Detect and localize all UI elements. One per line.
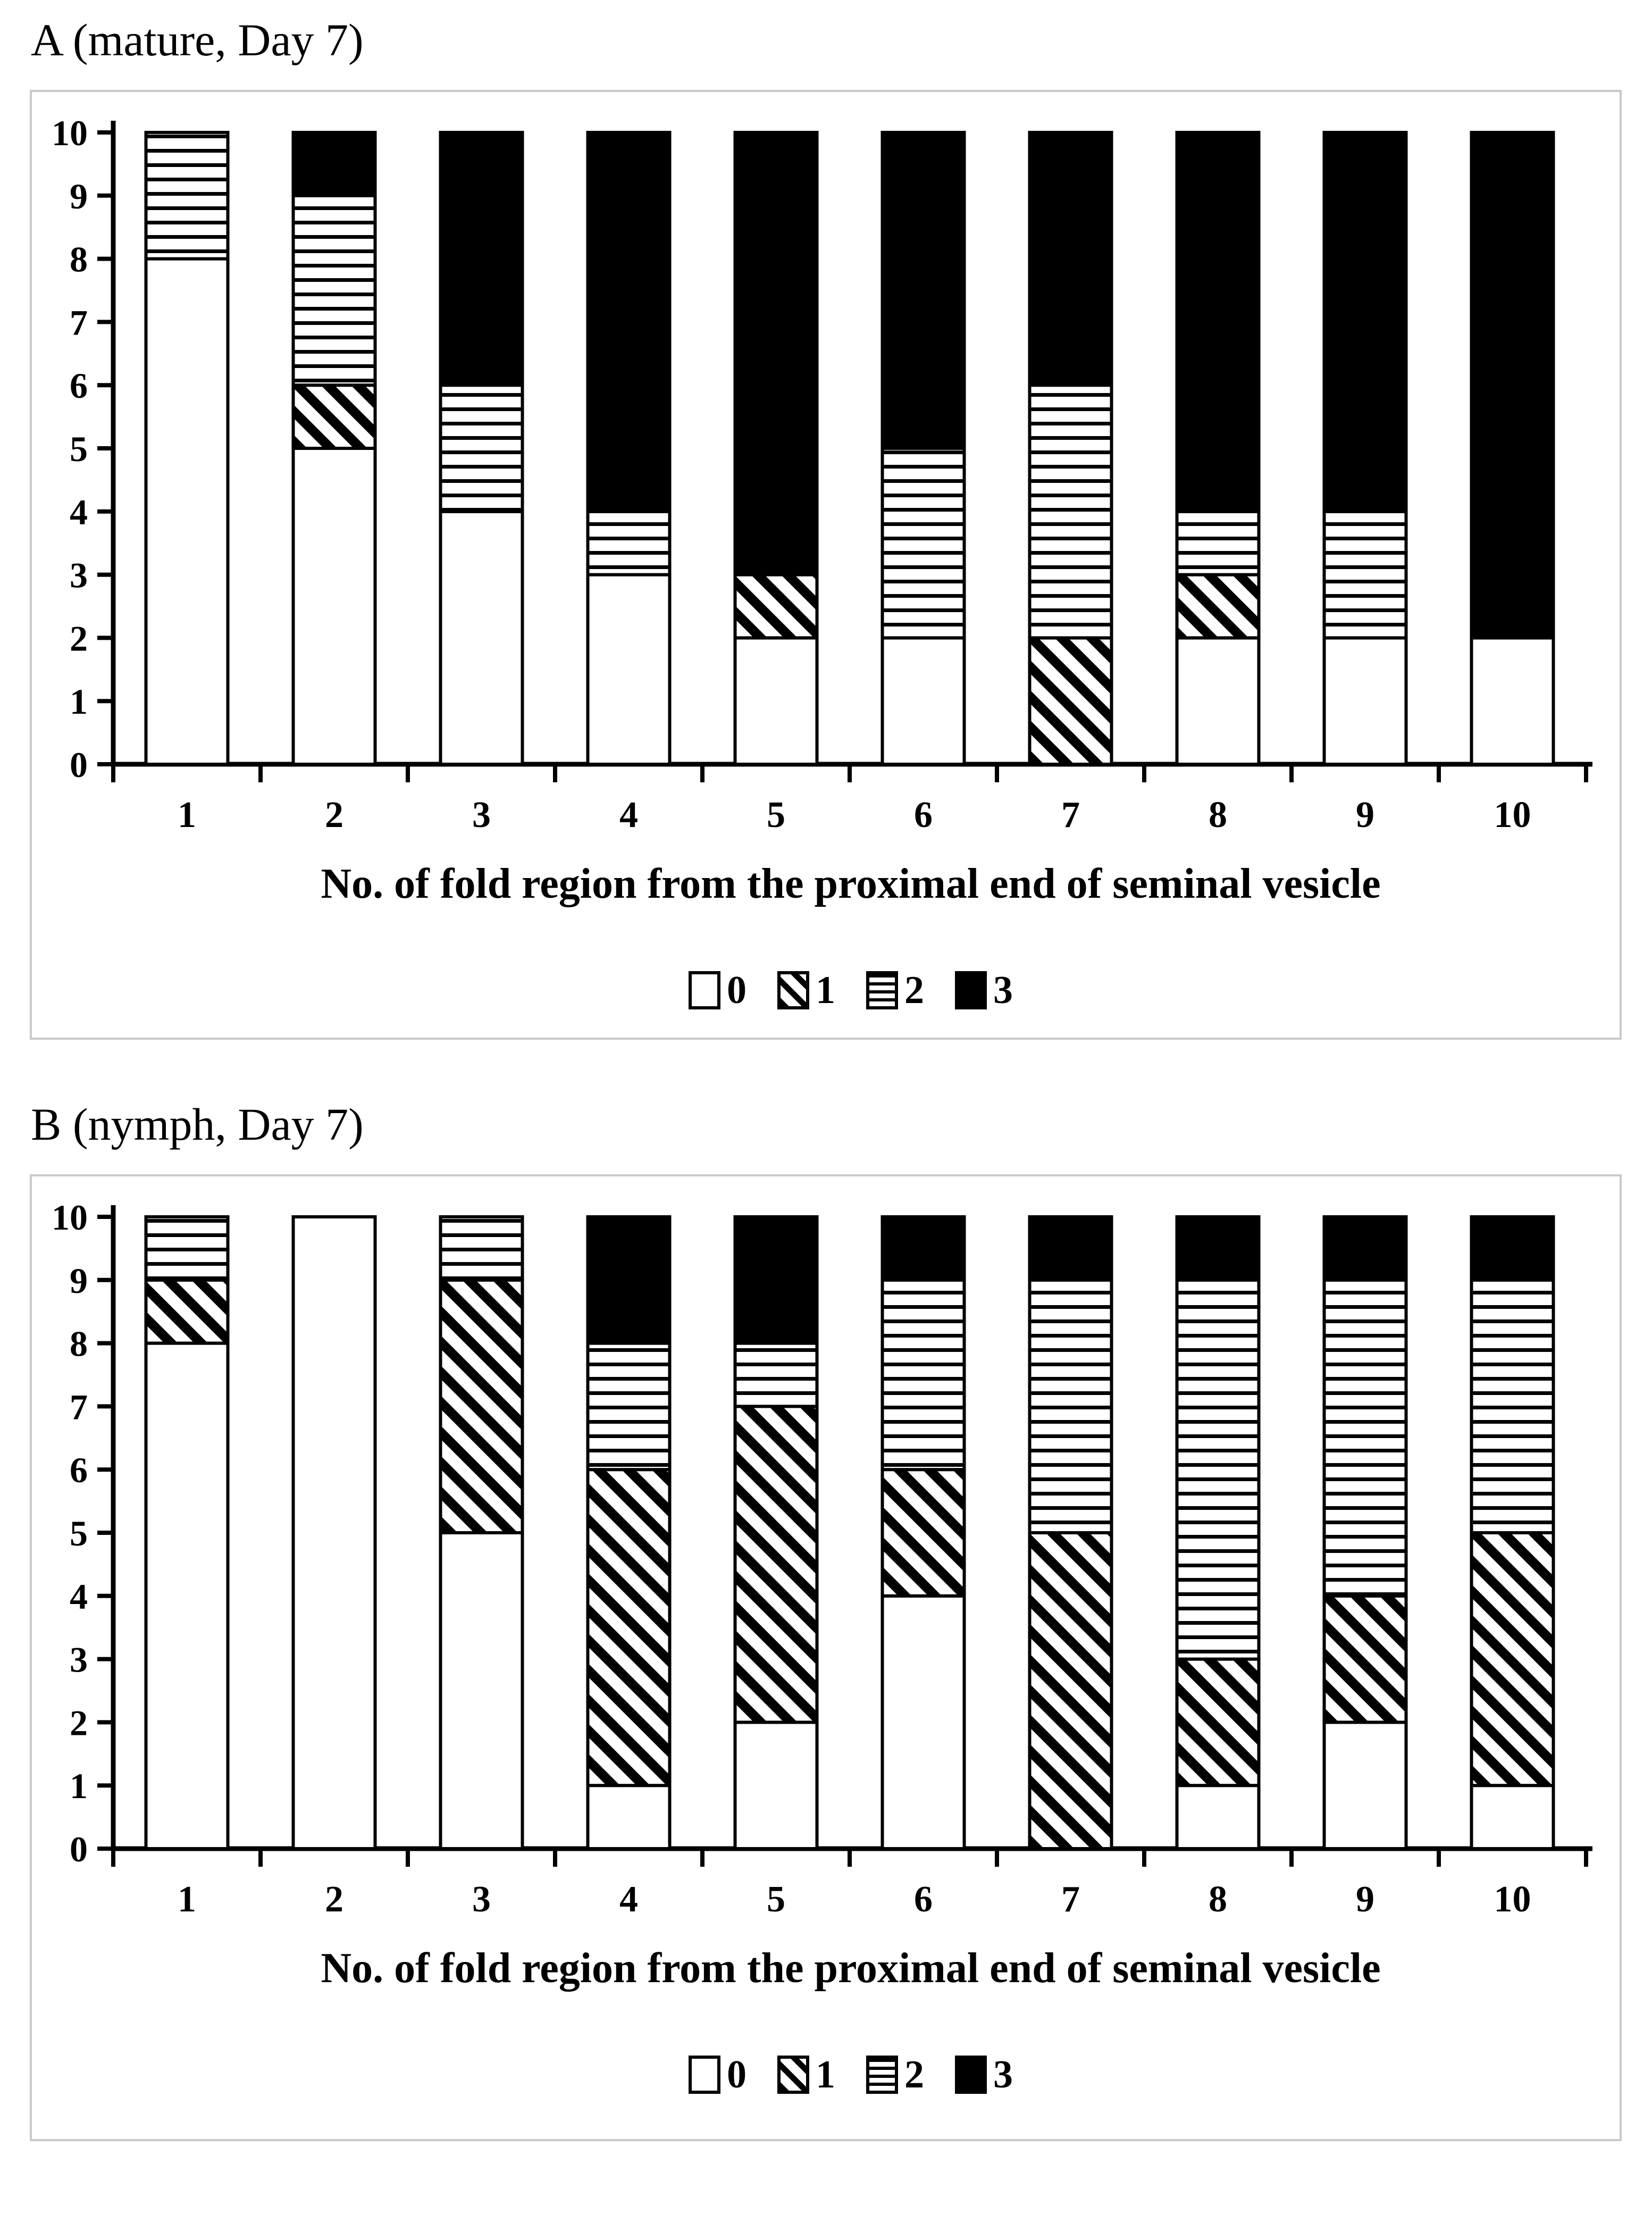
x-tick-label: 7 <box>1061 794 1080 836</box>
legend-label: 0 <box>727 968 747 1012</box>
legend-swatch-diagonal-hatch <box>777 2056 809 2094</box>
bar-segment-score-3 <box>1177 1217 1259 1280</box>
bar-segment-score-2 <box>588 1343 670 1469</box>
bar-segment-score-2 <box>1324 512 1406 638</box>
x-tick-label: 4 <box>619 1878 638 1920</box>
y-tick-label: 7 <box>70 1386 88 1427</box>
x-tick-label: 9 <box>1356 1878 1374 1920</box>
y-tick-label: 2 <box>70 618 88 659</box>
bar-segment-score-3 <box>735 132 817 575</box>
x-tick-label: 5 <box>767 794 785 836</box>
bar-segment-score-3 <box>1472 1217 1554 1280</box>
bar-segment-score-3 <box>1177 132 1259 512</box>
legend-swatch-diagonal-hatch <box>777 971 809 1009</box>
y-tick-label: 6 <box>70 365 88 406</box>
bar-segment-score-3 <box>1324 1217 1406 1280</box>
panel-b-chart <box>41 1190 1599 1935</box>
y-tick-label: 4 <box>70 1576 88 1617</box>
bar-segment-score-3 <box>1472 132 1554 638</box>
bar-segment-score-1 <box>146 1280 228 1343</box>
bars <box>146 1217 1554 1849</box>
bar-segment-score-2 <box>441 385 523 512</box>
bar-segment-score-1 <box>1030 638 1112 764</box>
y-tick-labels <box>52 113 88 785</box>
bar-segment-score-2 <box>883 448 965 638</box>
legend-swatch-horizontal-lines <box>866 971 898 1009</box>
bar-segment-score-2 <box>146 132 228 259</box>
bar-segment-score-3 <box>293 132 375 196</box>
legend-item-score-1 <box>777 2052 835 2098</box>
bar-segment-score-1 <box>735 574 817 638</box>
panel-a-chart-box <box>30 90 1622 1040</box>
bar-segment-score-3 <box>588 132 670 512</box>
bar-segment-score-1 <box>1177 1659 1259 1785</box>
x-tick-label: 9 <box>1356 794 1374 836</box>
bar-segment-score-2 <box>1030 1280 1112 1533</box>
bar-segment-score-0 <box>1177 1785 1259 1849</box>
legend-label: 3 <box>993 2052 1013 2096</box>
bar-segment-score-0 <box>1324 638 1406 764</box>
y-tick-label: 6 <box>70 1449 88 1490</box>
y-tick-label: 1 <box>70 1765 88 1806</box>
bar-segment-score-0 <box>588 574 670 764</box>
figure-page <box>0 14 1652 2141</box>
y-tick-label: 0 <box>70 1828 88 1869</box>
panel-b-chart-box <box>30 1174 1622 2141</box>
bar-segment-score-3 <box>588 1217 670 1343</box>
bar-segment-score-3 <box>1030 1217 1112 1280</box>
bar-segment-score-2 <box>883 1280 965 1469</box>
y-tick-label: 7 <box>70 302 88 343</box>
bar-segment-score-0 <box>735 1722 817 1849</box>
x-tick-label: 3 <box>472 1878 491 1920</box>
y-tick-label: 9 <box>70 1260 88 1301</box>
legend-label: 2 <box>904 2052 924 2096</box>
legend-swatch-solid-black <box>955 2056 987 2094</box>
panel-a-title: A (mature, Day 7) <box>31 14 364 65</box>
y-tick-label: 8 <box>70 239 88 280</box>
bar-segment-score-3 <box>883 132 965 448</box>
bar-segment-score-2 <box>146 1217 228 1280</box>
legend-item-score-3 <box>955 2052 1013 2098</box>
bars <box>146 132 1554 764</box>
bar-segment-score-0 <box>146 1343 228 1848</box>
bar-segment-score-2 <box>588 512 670 575</box>
bar-segment-score-1 <box>1030 1533 1112 1849</box>
bar-segment-score-0 <box>588 1785 670 1849</box>
bar-segment-score-1 <box>883 1469 965 1596</box>
bar-segment-score-2 <box>1472 1280 1554 1533</box>
bar-segment-score-0 <box>1324 1722 1406 1849</box>
bar-segment-score-0 <box>441 512 523 764</box>
x-tick-label: 6 <box>914 794 933 836</box>
bar-segment-score-1 <box>588 1469 670 1785</box>
bar-segment-score-1 <box>1472 1533 1554 1785</box>
x-tick-label: 2 <box>325 1878 343 1920</box>
y-tick-label: 8 <box>70 1323 88 1364</box>
y-tick-label: 2 <box>70 1702 88 1743</box>
panel-b-legend <box>114 2052 1587 2098</box>
x-tick-label: 1 <box>178 794 196 836</box>
x-tick-label: 7 <box>1061 1878 1080 1920</box>
legend-label: 1 <box>816 968 835 1012</box>
bar-segment-score-0 <box>146 258 228 764</box>
y-tick-label: 10 <box>52 1197 88 1238</box>
bar-segment-score-1 <box>1324 1596 1406 1723</box>
legend-label: 2 <box>904 968 924 1012</box>
bar-segment-score-3 <box>1324 132 1406 512</box>
bar-segment-score-1 <box>1177 574 1259 638</box>
bar-segment-score-0 <box>1472 638 1554 764</box>
legend-item-score-2 <box>866 968 924 1013</box>
legend-item-score-3 <box>955 968 1013 1013</box>
x-tick-label: 8 <box>1209 1878 1227 1920</box>
x-tick-label: 4 <box>619 794 638 836</box>
y-tick-label: 3 <box>70 555 88 596</box>
bar-segment-score-3 <box>883 1217 965 1280</box>
x-tick-label: 10 <box>1494 1878 1531 1920</box>
bar-segment-score-1 <box>441 1280 523 1533</box>
y-tick-label: 3 <box>70 1639 88 1680</box>
legend-label: 1 <box>816 2052 835 2096</box>
bar-segment-score-3 <box>1030 132 1112 385</box>
panel-a-x-axis-label: No. of fold region from the proximal end of seminal vesicle <box>321 860 1381 907</box>
x-tick-label: 5 <box>767 1878 785 1920</box>
bar-segment-score-2 <box>441 1217 523 1280</box>
y-tick-label: 5 <box>70 428 88 469</box>
y-tick-label: 4 <box>70 491 88 532</box>
legend-item-score-1 <box>777 968 835 1013</box>
x-tick-labels <box>178 795 1531 836</box>
legend-item-score-0 <box>689 2052 747 2098</box>
legend-item-score-2 <box>866 2052 924 2098</box>
panel-a-chart <box>41 106 1599 850</box>
legend-label: 0 <box>727 2052 747 2096</box>
bar-segment-score-0 <box>883 638 965 764</box>
y-tick-label: 5 <box>70 1513 88 1553</box>
panel-b-x-axis-label: No. of fold region from the proximal end of seminal vesicle <box>321 1944 1381 1992</box>
y-tick-labels <box>52 1197 88 1869</box>
legend-swatch-horizontal-lines <box>866 2056 898 2094</box>
bar-segment-score-2 <box>735 1343 817 1406</box>
x-tick-label: 2 <box>325 794 343 836</box>
y-tick-label: 9 <box>70 176 88 216</box>
bar-segment-score-2 <box>1177 512 1259 575</box>
bar-segment-score-0 <box>441 1533 523 1849</box>
bar-segment-score-1 <box>735 1406 817 1722</box>
bar-segment-score-0 <box>1472 1785 1554 1849</box>
bar-segment-score-2 <box>1030 385 1112 638</box>
bar-segment-score-2 <box>1324 1280 1406 1596</box>
bar-segment-score-0 <box>293 448 375 764</box>
bar-segment-score-3 <box>441 132 523 385</box>
x-tick-label: 8 <box>1209 794 1227 836</box>
legend-label: 3 <box>993 968 1013 1012</box>
x-tick-label: 1 <box>178 1878 196 1920</box>
bar-segment-score-1 <box>293 385 375 448</box>
y-tick-label: 10 <box>52 112 88 153</box>
bar-segment-score-0 <box>293 1217 375 1849</box>
bar-segment-score-2 <box>293 196 375 385</box>
x-tick-label: 6 <box>914 1878 933 1920</box>
panel-b-title: B (nymph, Day 7) <box>31 1098 364 1150</box>
x-tick-label: 3 <box>472 794 491 836</box>
y-tick-label: 0 <box>70 744 88 785</box>
bar-segment-score-0 <box>735 638 817 764</box>
x-tick-labels <box>178 1879 1531 1920</box>
bar-segment-score-0 <box>883 1596 965 1849</box>
legend-swatch-solid-black <box>955 971 987 1009</box>
bar-segment-score-3 <box>735 1217 817 1343</box>
bar-segment-score-0 <box>1177 638 1259 764</box>
legend-swatch-white <box>689 2056 720 2094</box>
x-tick-label: 10 <box>1494 794 1531 836</box>
y-tick-label: 1 <box>70 681 88 722</box>
bar-segment-score-2 <box>1177 1280 1259 1659</box>
legend-item-score-0 <box>689 968 747 1013</box>
legend-swatch-white <box>689 971 720 1009</box>
panel-a-legend <box>114 968 1587 1013</box>
